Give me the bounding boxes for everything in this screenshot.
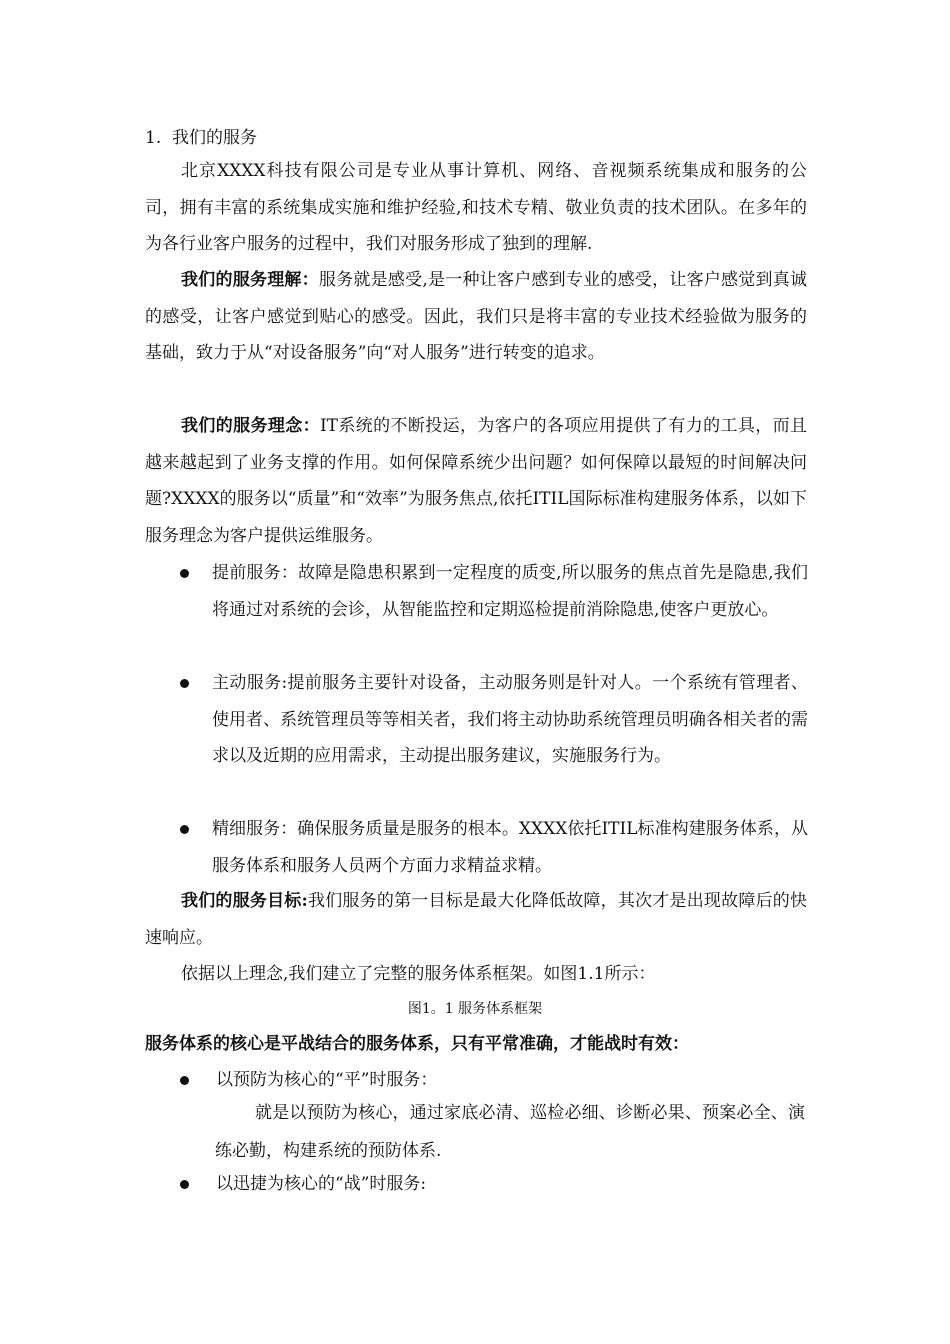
understanding-label: 我们的服务理解： xyxy=(181,270,319,290)
peace-description: 就是以预防为核心，通过家底必清、巡检必细、诊断必果、预案必全、演练必勤，构建系统的预防体系. xyxy=(215,1103,805,1161)
understanding-paragraph xyxy=(145,262,807,372)
bullet-dot-icon xyxy=(180,679,189,688)
bullet-dot-icon xyxy=(180,569,189,578)
concept-label: 我们的服务理念： xyxy=(181,416,320,436)
bullet-text: 主动服务:提前服务主要针对设备，主动服务则是针对人。一个系统有管理者、使用者、系统管理员等等相关者，我们将主动协助系统管理员明确各相关者的需求以及近期的应用需求，主动提出服务建议，实施服务行为。 xyxy=(212,673,808,766)
intro-paragraph: 北京XXXX科技有限公司是专业从事计算机、网络、音视频系统集成和服务的公司，拥有丰富的系统集成实施和维护经验,和技术专精、敬业负责的技术团队。在多年的为各行业客户服务的过程中，我们对服务形成了独到的理解. xyxy=(145,161,807,254)
goal-label: 我们的服务目标: xyxy=(181,891,308,911)
understanding-text: 服务就是感受,是一种让客户感到专业的感受，让客户感觉到真诚的感受，让客户感觉到贴心的感受。因此，我们只是将丰富的专业技术经验做为服务的基础，致力于从“对设备服务”向“对人服务”进行转变的追求。 xyxy=(145,270,808,363)
bullet-text: 以迅捷为核心的“战”时服务: xyxy=(216,1174,427,1194)
bullet-text: 以预防为核心的“平”时服务： xyxy=(216,1070,438,1090)
goal-paragraph xyxy=(145,883,807,956)
section-heading xyxy=(145,125,257,151)
bullet-text: 提前服务：故障是隐患积累到一定程度的质变,所以服务的焦点首先是隐患,我们将通过对系统的会诊，从智能监控和定期巡检提前消除隐患,使客户更放心。 xyxy=(212,563,808,620)
concept-text: IT系统的不断投运，为客户的各项应用提供了有力的工具，而且越来越起到了业务支撑的作用。如何保障系统少出问题？如何保障以最短的时间解决问题?XXXX的服务以“质量”和“效率”为服务焦点,依托ITIL国际标准构建服务体系，以如下服务理念为客户提供运维服务。 xyxy=(145,416,808,546)
concept-paragraph xyxy=(145,408,807,554)
core-statement: 服务体系的核心是平战结合的服务体系，只有平常准确，才能战时有效： xyxy=(145,1034,689,1054)
framework-intro: 依据以上理念,我们建立了完整的服务体系框架。如图1.1所示： xyxy=(181,964,656,984)
bullet-dot-icon xyxy=(180,1180,189,1189)
bullet-dot-icon xyxy=(180,825,189,834)
section-number: 1. xyxy=(145,128,162,148)
goal-text: 我们服务的第一目标是最大化降低故障，其次才是出现故障后的快速响应。 xyxy=(145,891,807,948)
bullet-text: 精细服务：确保服务质量是服务的根本。XXXX依托ITIL标准构建服务体系，从服务体系和服务人员两个方面力求精益求精。 xyxy=(212,819,808,876)
bullet-dot-icon xyxy=(180,1076,189,1085)
section-title: 我们的服务 xyxy=(172,128,258,148)
figure-caption: 图1。1 服务体系框架 xyxy=(407,1001,543,1017)
